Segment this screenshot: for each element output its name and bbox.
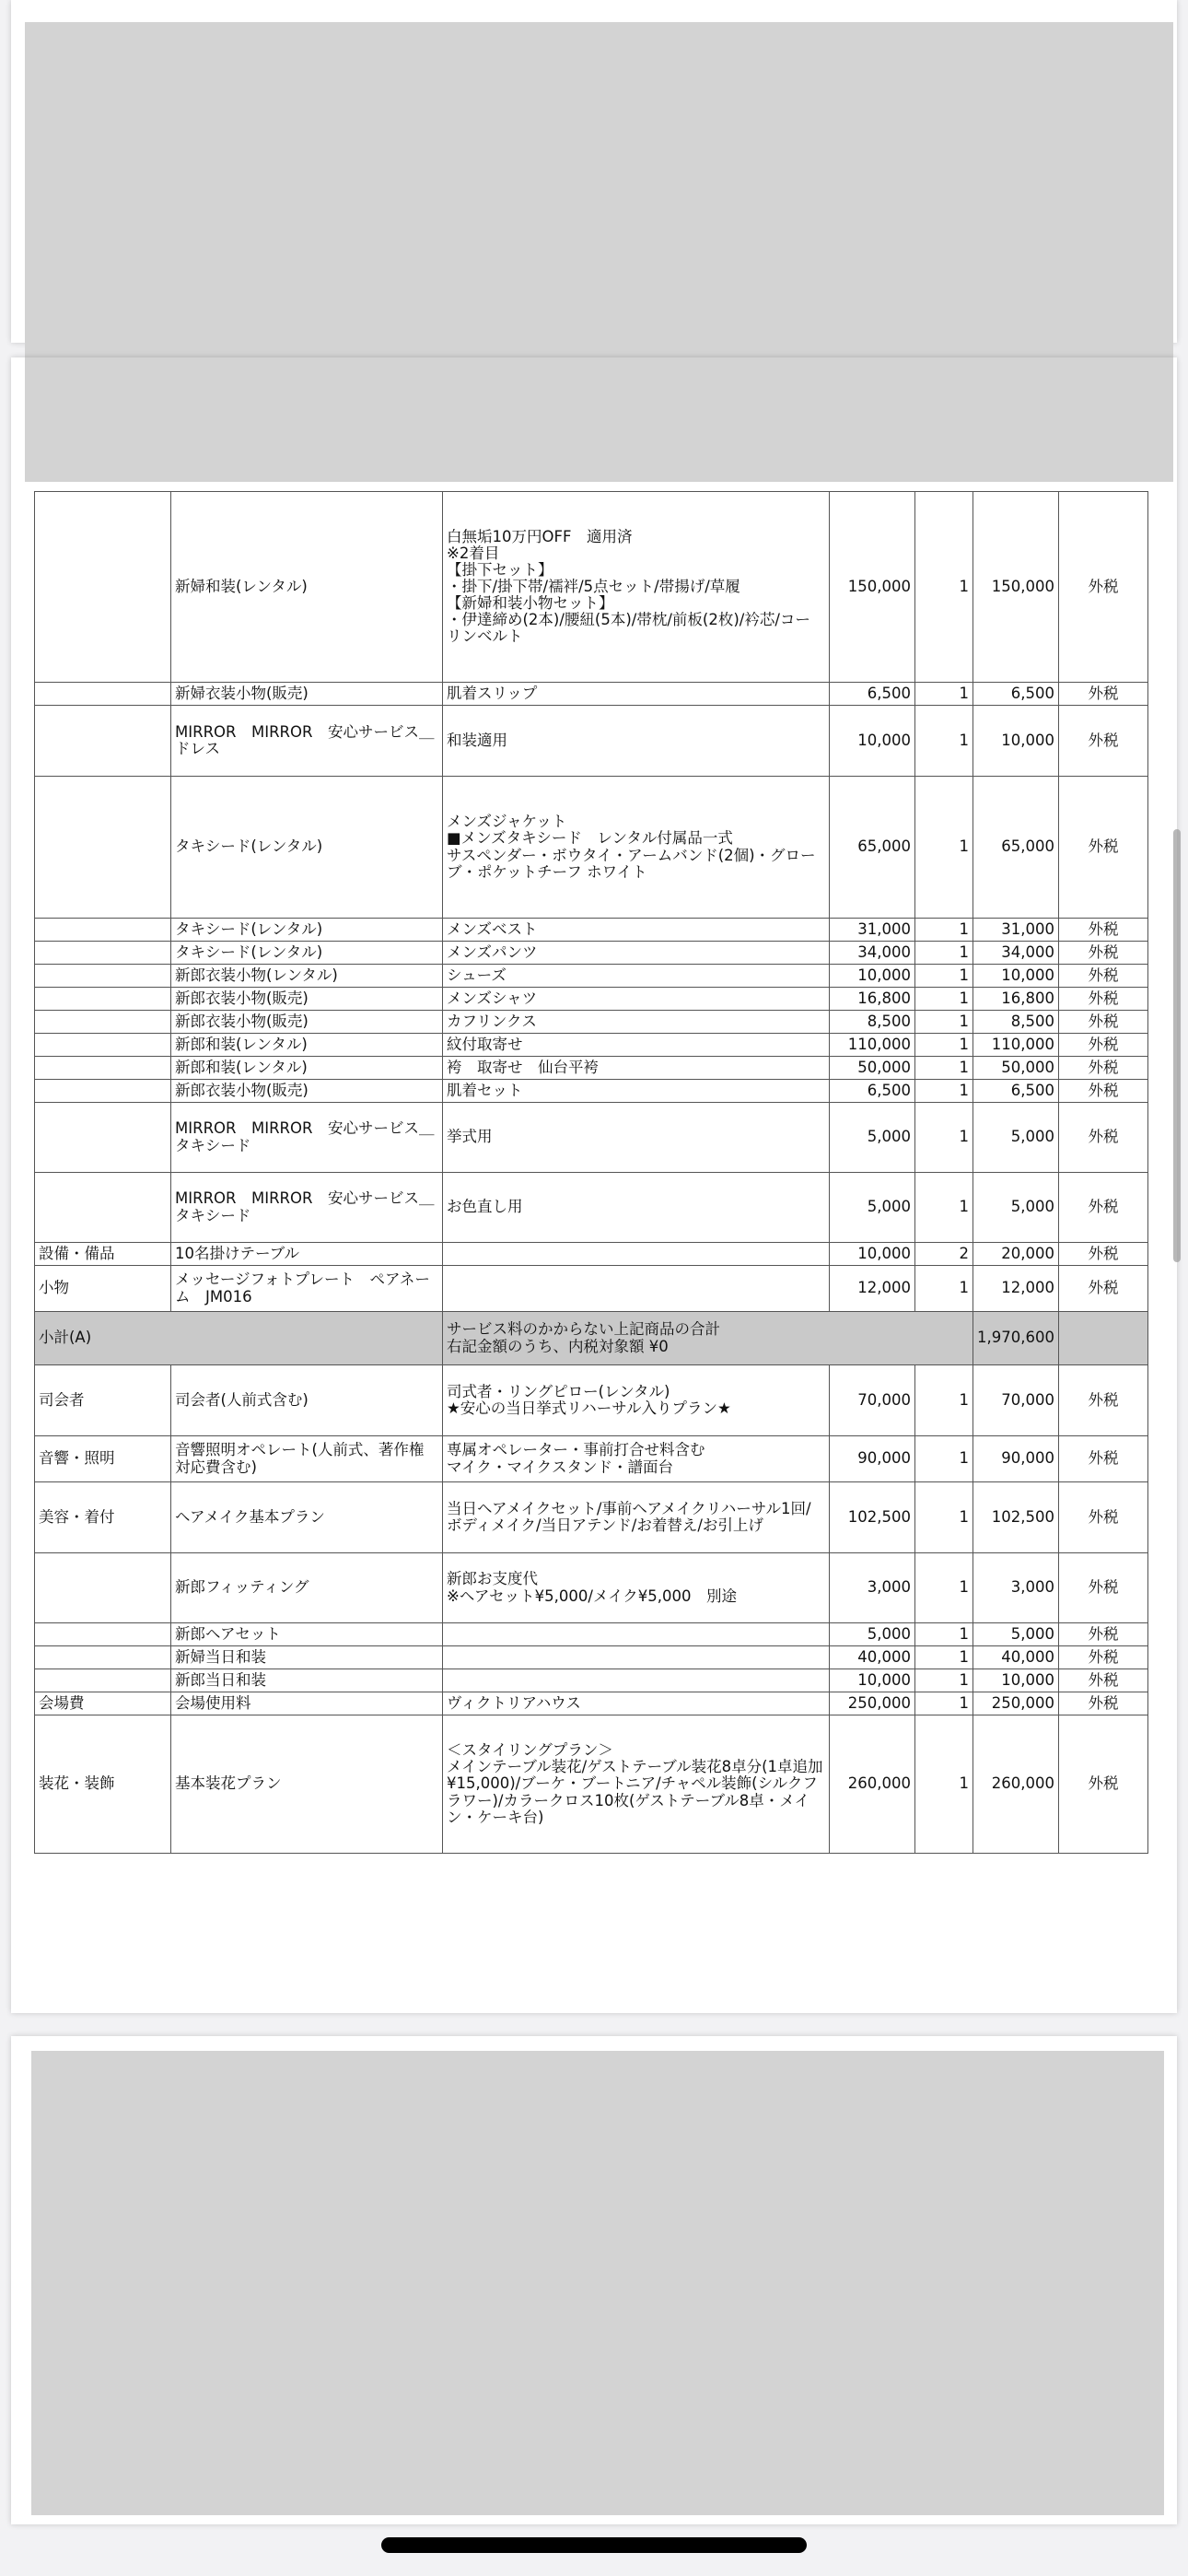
amount-cell: 8,500 xyxy=(973,1011,1059,1034)
description-cell: 当日ヘアメイクセット/事前ヘアメイクリハーサル1回/ボディメイク/当日アテンド/お着替え/お引上げ xyxy=(443,1482,830,1553)
unit-price-cell: 10,000 xyxy=(830,1669,915,1692)
item-cell: 新郎衣装小物(販売) xyxy=(171,988,443,1011)
item-cell: 新郎衣装小物(レンタル) xyxy=(171,965,443,988)
category-cell xyxy=(35,1646,171,1669)
tax-type-cell: 外税 xyxy=(1059,706,1148,777)
item-cell: メッセージフォトプレート ペアネーム JM016 xyxy=(171,1266,443,1312)
amount-cell: 3,000 xyxy=(973,1553,1059,1623)
unit-price-cell: 6,500 xyxy=(830,1080,915,1103)
item-cell: 音響照明オペレート(人前式、著作権対応費含む) xyxy=(171,1436,443,1482)
unit-price-cell: 40,000 xyxy=(830,1646,915,1669)
tax-type-cell: 外税 xyxy=(1059,965,1148,988)
item-cell: 新郎ヘアセット xyxy=(171,1623,443,1646)
table-row xyxy=(35,492,1148,683)
quantity-cell: 1 xyxy=(915,942,973,965)
table-row xyxy=(35,1103,1148,1173)
category-cell xyxy=(35,1034,171,1057)
amount-cell: 6,500 xyxy=(973,683,1059,706)
amount-cell: 250,000 xyxy=(973,1692,1059,1715)
table-row xyxy=(35,777,1148,919)
tax-type-cell: 外税 xyxy=(1059,1365,1148,1436)
subtotal-row xyxy=(35,1312,1148,1365)
description-cell: メンズジャケット ■メンズタキシード レンタル付属品一式 サスペンダー・ボウタイ・アームバンド(2個)・グローブ・ポケットチーフ ホワイト xyxy=(443,777,830,919)
description-cell: 和装適用 xyxy=(443,706,830,777)
unit-price-cell: 110,000 xyxy=(830,1034,915,1057)
item-cell: 基本装花プラン xyxy=(171,1715,443,1854)
table-row xyxy=(35,1034,1148,1057)
subtotal-tax-cell xyxy=(1059,1312,1148,1365)
category-cell xyxy=(35,1669,171,1692)
tax-type-cell: 外税 xyxy=(1059,1623,1148,1646)
description-cell: 肌着セット xyxy=(443,1080,830,1103)
unit-price-cell: 10,000 xyxy=(830,1243,915,1266)
quantity-cell: 1 xyxy=(915,1103,973,1173)
table-row xyxy=(35,706,1148,777)
description-cell: 司式者・リングピロー(レンタル) ★安心の当日挙式リハーサル入りプラン★ xyxy=(443,1365,830,1436)
unit-price-cell: 8,500 xyxy=(830,1011,915,1034)
description-cell: 肌着スリップ xyxy=(443,683,830,706)
category-cell xyxy=(35,942,171,965)
quantity-cell: 1 xyxy=(915,1482,973,1553)
tax-type-cell: 外税 xyxy=(1059,1243,1148,1266)
item-cell: 10名掛けテーブル xyxy=(171,1243,443,1266)
unit-price-cell: 10,000 xyxy=(830,965,915,988)
table-row xyxy=(35,1553,1148,1623)
description-cell: 専属オペレーター・事前打合せ料含む マイク・マイクスタンド・譜面台 xyxy=(443,1436,830,1482)
quantity-cell: 1 xyxy=(915,988,973,1011)
item-cell: 新郎衣装小物(販売) xyxy=(171,1011,443,1034)
item-cell: 新婦衣装小物(販売) xyxy=(171,683,443,706)
quantity-cell: 1 xyxy=(915,1692,973,1715)
amount-cell: 31,000 xyxy=(973,919,1059,942)
category-cell: 音響・照明 xyxy=(35,1436,171,1482)
quantity-cell: 1 xyxy=(915,1436,973,1482)
tax-type-cell: 外税 xyxy=(1059,492,1148,683)
description-cell: 白無垢10万円OFF 適用済 ※2着目 【掛下セット】 ・掛下/掛下帯/襦袢/5点セット/帯揚げ/草履 【新婦和装小物セット】 ・伊達締め(2本)/腰紐(5本)/帯枕/前板(2枚)/衿芯/コーリンベルト xyxy=(443,492,830,683)
unit-price-cell: 12,000 xyxy=(830,1266,915,1312)
table-row xyxy=(35,1715,1148,1854)
quantity-cell: 1 xyxy=(915,706,973,777)
unit-price-cell: 5,000 xyxy=(830,1623,915,1646)
quantity-cell: 1 xyxy=(915,492,973,683)
amount-cell: 50,000 xyxy=(973,1057,1059,1080)
table-row xyxy=(35,1243,1148,1266)
category-cell xyxy=(35,1080,171,1103)
table-row xyxy=(35,1646,1148,1669)
tax-type-cell: 外税 xyxy=(1059,1692,1148,1715)
unit-price-cell: 260,000 xyxy=(830,1715,915,1854)
quantity-cell: 1 xyxy=(915,1365,973,1436)
tax-type-cell: 外税 xyxy=(1059,1034,1148,1057)
description-cell xyxy=(443,1243,830,1266)
item-cell: 新郎衣装小物(販売) xyxy=(171,1080,443,1103)
table-row xyxy=(35,1173,1148,1243)
quantity-cell: 1 xyxy=(915,1034,973,1057)
tax-type-cell: 外税 xyxy=(1059,1173,1148,1243)
subtotal-label: 小計(A) xyxy=(35,1312,443,1365)
tax-type-cell: 外税 xyxy=(1059,942,1148,965)
unit-price-cell: 102,500 xyxy=(830,1482,915,1553)
tax-type-cell: 外税 xyxy=(1059,1553,1148,1623)
item-cell: 新郎和装(レンタル) xyxy=(171,1034,443,1057)
category-cell xyxy=(35,1057,171,1080)
tax-type-cell: 外税 xyxy=(1059,919,1148,942)
unit-price-cell: 70,000 xyxy=(830,1365,915,1436)
description-cell: メンズシャツ xyxy=(443,988,830,1011)
amount-cell: 40,000 xyxy=(973,1646,1059,1669)
quantity-cell: 1 xyxy=(915,1715,973,1854)
item-cell: ヘアメイク基本プラン xyxy=(171,1482,443,1553)
item-cell: タキシード(レンタル) xyxy=(171,919,443,942)
tax-type-cell: 外税 xyxy=(1059,1080,1148,1103)
category-cell xyxy=(35,1173,171,1243)
amount-cell: 16,800 xyxy=(973,988,1059,1011)
item-cell: 新郎和装(レンタル) xyxy=(171,1057,443,1080)
tax-type-cell: 外税 xyxy=(1059,1011,1148,1034)
table-row xyxy=(35,683,1148,706)
redacted-area-bottom xyxy=(31,2051,1164,2515)
table-row xyxy=(35,1057,1148,1080)
tax-type-cell: 外税 xyxy=(1059,1482,1148,1553)
amount-cell: 5,000 xyxy=(973,1173,1059,1243)
description-cell xyxy=(443,1266,830,1312)
unit-price-cell: 10,000 xyxy=(830,706,915,777)
unit-price-cell: 3,000 xyxy=(830,1553,915,1623)
description-cell: ＜スタイリングプラン＞ メインテーブル装花/ゲストテーブル装花8卓分(1卓追加¥15,000)/ブーケ・ブートニア/チャペル装飾(シルクフラワー)/カラークロス10枚(ゲストテーブル8卓・メイン・ケーキ台) xyxy=(443,1715,830,1854)
quantity-cell: 1 xyxy=(915,1553,973,1623)
description-cell: メンズベスト xyxy=(443,919,830,942)
category-cell xyxy=(35,1011,171,1034)
tax-type-cell: 外税 xyxy=(1059,1646,1148,1669)
item-cell: MIRROR MIRROR 安心サービス＿ドレス xyxy=(171,706,443,777)
table-row xyxy=(35,1011,1148,1034)
amount-cell: 70,000 xyxy=(973,1365,1059,1436)
description-cell: お色直し用 xyxy=(443,1173,830,1243)
estimate-table xyxy=(34,491,1148,1854)
table-row xyxy=(35,1669,1148,1692)
tax-type-cell: 外税 xyxy=(1059,1715,1148,1854)
table-row xyxy=(35,965,1148,988)
tax-type-cell: 外税 xyxy=(1059,1266,1148,1312)
amount-cell: 12,000 xyxy=(973,1266,1059,1312)
category-cell xyxy=(35,1103,171,1173)
category-cell xyxy=(35,706,171,777)
quantity-cell: 2 xyxy=(915,1243,973,1266)
item-cell: 新婦当日和装 xyxy=(171,1646,443,1669)
description-cell: メンズパンツ xyxy=(443,942,830,965)
category-cell: 設備・備品 xyxy=(35,1243,171,1266)
table-row xyxy=(35,1266,1148,1312)
quantity-cell: 1 xyxy=(915,1669,973,1692)
category-cell: 美容・着付 xyxy=(35,1482,171,1553)
description-cell xyxy=(443,1646,830,1669)
unit-price-cell: 150,000 xyxy=(830,492,915,683)
table-row xyxy=(35,919,1148,942)
redacted-area-header xyxy=(25,357,1173,482)
description-cell: ヴィクトリアハウス xyxy=(443,1692,830,1715)
category-cell xyxy=(35,1553,171,1623)
category-cell xyxy=(35,965,171,988)
category-cell xyxy=(35,492,171,683)
quantity-cell: 1 xyxy=(915,1080,973,1103)
quantity-cell: 1 xyxy=(915,919,973,942)
amount-cell: 5,000 xyxy=(973,1623,1059,1646)
category-cell xyxy=(35,777,171,919)
quantity-cell: 1 xyxy=(915,1623,973,1646)
table-row xyxy=(35,988,1148,1011)
unit-price-cell: 65,000 xyxy=(830,777,915,919)
quantity-cell: 1 xyxy=(915,683,973,706)
quantity-cell: 1 xyxy=(915,1173,973,1243)
item-cell: MIRROR MIRROR 安心サービス＿タキシード xyxy=(171,1103,443,1173)
item-cell: タキシード(レンタル) xyxy=(171,777,443,919)
tax-type-cell: 外税 xyxy=(1059,1669,1148,1692)
amount-cell: 10,000 xyxy=(973,706,1059,777)
category-cell xyxy=(35,1623,171,1646)
quantity-cell: 1 xyxy=(915,777,973,919)
scrollbar-thumb[interactable] xyxy=(1173,829,1181,1262)
amount-cell: 110,000 xyxy=(973,1034,1059,1057)
description-cell: カフリンクス xyxy=(443,1011,830,1034)
tax-type-cell: 外税 xyxy=(1059,1103,1148,1173)
tax-type-cell: 外税 xyxy=(1059,988,1148,1011)
table-row xyxy=(35,1365,1148,1436)
table-row xyxy=(35,1080,1148,1103)
table-row xyxy=(35,1692,1148,1715)
home-indicator[interactable] xyxy=(381,2537,807,2553)
tax-type-cell: 外税 xyxy=(1059,1057,1148,1080)
unit-price-cell: 31,000 xyxy=(830,919,915,942)
item-cell: タキシード(レンタル) xyxy=(171,942,443,965)
item-cell: 司会者(人前式含む) xyxy=(171,1365,443,1436)
category-cell xyxy=(35,683,171,706)
amount-cell: 6,500 xyxy=(973,1080,1059,1103)
tax-type-cell: 外税 xyxy=(1059,683,1148,706)
description-cell: 袴 取寄せ 仙台平袴 xyxy=(443,1057,830,1080)
subtotal-description: サービス料のかからない上記商品の合計 右記金額のうち、内税対象額 ¥0 xyxy=(443,1312,973,1365)
unit-price-cell: 50,000 xyxy=(830,1057,915,1080)
quantity-cell: 1 xyxy=(915,1011,973,1034)
subtotal-amount: 1,970,600 xyxy=(973,1312,1059,1365)
amount-cell: 10,000 xyxy=(973,1669,1059,1692)
table-row xyxy=(35,1436,1148,1482)
category-cell xyxy=(35,919,171,942)
description-cell: シューズ xyxy=(443,965,830,988)
tax-type-cell: 外税 xyxy=(1059,777,1148,919)
description-cell: 新郎お支度代 ※ヘアセット¥5,000/メイク¥5,000 別途 xyxy=(443,1553,830,1623)
amount-cell: 102,500 xyxy=(973,1482,1059,1553)
description-cell xyxy=(443,1669,830,1692)
amount-cell: 150,000 xyxy=(973,492,1059,683)
quantity-cell: 1 xyxy=(915,1646,973,1669)
table-row xyxy=(35,1482,1148,1553)
unit-price-cell: 5,000 xyxy=(830,1173,915,1243)
quantity-cell: 1 xyxy=(915,1266,973,1312)
item-cell: MIRROR MIRROR 安心サービス＿タキシード xyxy=(171,1173,443,1243)
tax-type-cell: 外税 xyxy=(1059,1436,1148,1482)
unit-price-cell: 250,000 xyxy=(830,1692,915,1715)
table-row xyxy=(35,1623,1148,1646)
unit-price-cell: 6,500 xyxy=(830,683,915,706)
amount-cell: 34,000 xyxy=(973,942,1059,965)
description-cell: 挙式用 xyxy=(443,1103,830,1173)
quantity-cell: 1 xyxy=(915,965,973,988)
amount-cell: 90,000 xyxy=(973,1436,1059,1482)
quantity-cell: 1 xyxy=(915,1057,973,1080)
description-cell xyxy=(443,1623,830,1646)
category-cell xyxy=(35,988,171,1011)
amount-cell: 5,000 xyxy=(973,1103,1059,1173)
item-cell: 新郎フィッティング xyxy=(171,1553,443,1623)
category-cell: 小物 xyxy=(35,1266,171,1312)
amount-cell: 260,000 xyxy=(973,1715,1059,1854)
item-cell: 新郎当日和装 xyxy=(171,1669,443,1692)
unit-price-cell: 90,000 xyxy=(830,1436,915,1482)
category-cell: 装花・装飾 xyxy=(35,1715,171,1854)
unit-price-cell: 34,000 xyxy=(830,942,915,965)
table-row xyxy=(35,942,1148,965)
amount-cell: 20,000 xyxy=(973,1243,1059,1266)
description-cell: 紋付取寄せ xyxy=(443,1034,830,1057)
unit-price-cell: 16,800 xyxy=(830,988,915,1011)
unit-price-cell: 5,000 xyxy=(830,1103,915,1173)
category-cell: 会場費 xyxy=(35,1692,171,1715)
item-cell: 会場使用料 xyxy=(171,1692,443,1715)
category-cell: 司会者 xyxy=(35,1365,171,1436)
item-cell: 新婦和装(レンタル) xyxy=(171,492,443,683)
amount-cell: 10,000 xyxy=(973,965,1059,988)
amount-cell: 65,000 xyxy=(973,777,1059,919)
